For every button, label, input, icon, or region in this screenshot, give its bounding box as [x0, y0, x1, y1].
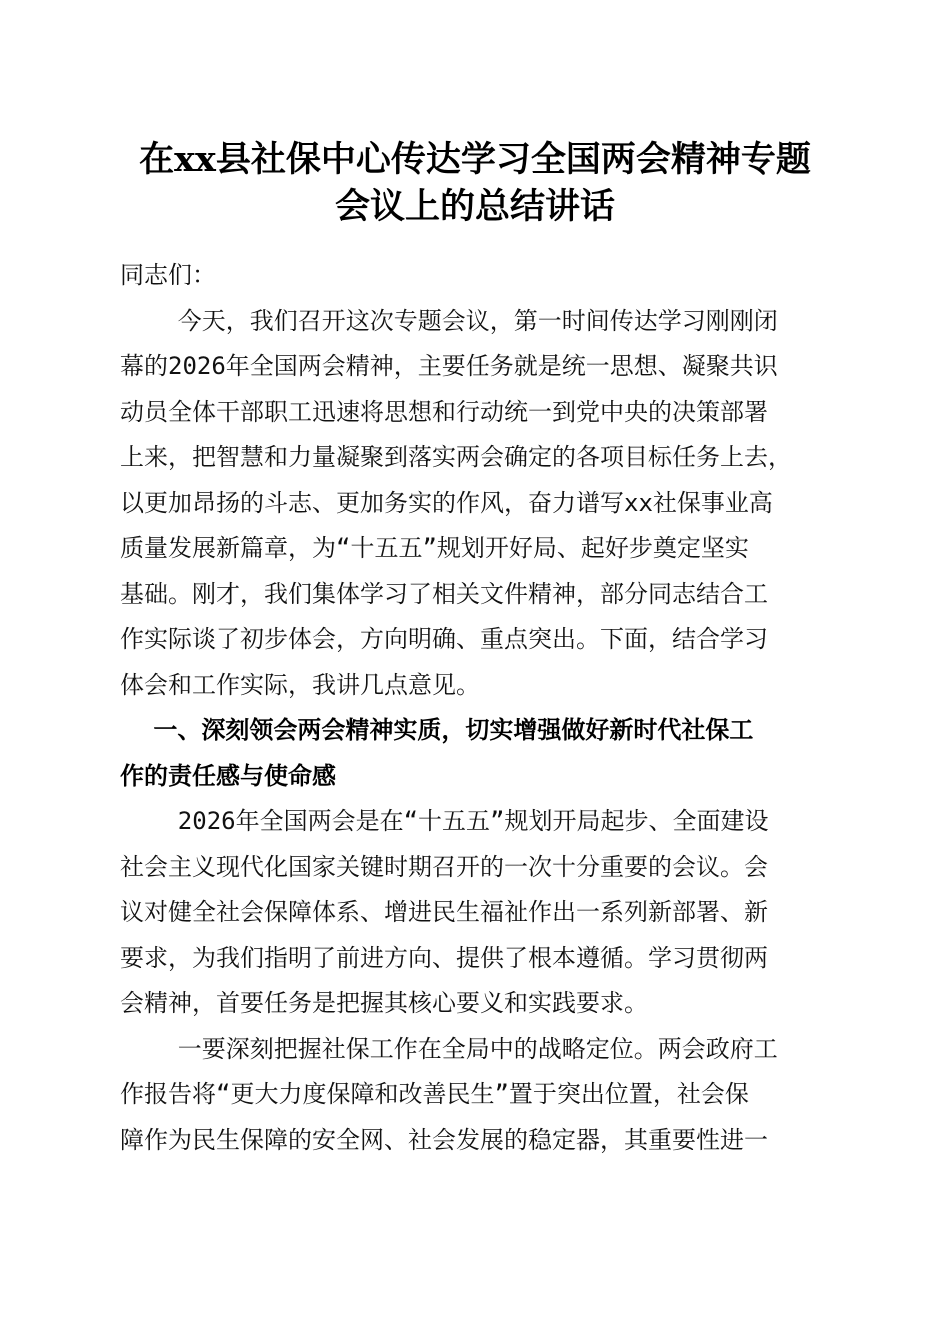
paragraph-line: 作实际谈了初步体会，方向明确、重点突出。下面，结合学习: [120, 625, 768, 653]
title-line-1: 在xx县社保中心传达学习全国两会精神专题: [139, 139, 811, 180]
paragraph-line: 要求，为我们指明了前进方向、提供了根本遵循。学习贯彻两: [120, 943, 768, 972]
salutation: 同志们：: [120, 261, 216, 289]
paragraph-line: 作报告将“更大力度保障和改善民生”置于突出位置，社会保: [120, 1080, 749, 1108]
paragraph-line: 基础。刚才，我们集体学习了相关文件精神，部分同志结合工: [120, 579, 768, 608]
document-title: [100, 136, 850, 230]
paragraph-line: 动员全体干部职工迅速将思想和行动统一到党中央的决策部署: [120, 397, 768, 426]
paragraph-line: 一要深刻把握社保工作在全局中的战略定位。两会政府工: [120, 1034, 778, 1063]
paragraph-line: 社会主义现代化国家关键时期召开的一次十分重要的会议。会: [120, 852, 768, 881]
paragraph-line: 2026年全国两会是在“十五五”规划开局起步、全面建设: [120, 807, 769, 835]
section-heading-line: 一、深刻领会两会精神实质，切实增强做好新时代社保工: [120, 716, 754, 744]
paragraph-line: 议对健全社会保障体系、增进民生福祉作出一系列新部署、新: [120, 898, 768, 926]
section-heading-line: 作的责任感与使命感: [120, 761, 336, 790]
paragraph-line: 上来，把智慧和力量凝聚到落实两会确定的各项目标任务上去，: [120, 443, 792, 471]
title-line-2: 会议上的总结讲话: [334, 186, 615, 227]
paragraph-line: 幕的2026年全国两会精神，主要任务就是统一思想、凝聚共识: [120, 352, 778, 380]
paragraph-line: 以更加昂扬的斗志、更加务实的作风，奋力谱写xx社保事业高: [120, 488, 773, 517]
document-body: [120, 253, 826, 1163]
paragraph-line: 障作为民生保障的安全网、社会发展的稳定器，其重要性进一: [120, 1125, 768, 1154]
paragraph-line: 会精神，首要任务是把握其核心要义和实践要求。: [120, 989, 648, 1017]
paragraph-line: 质量发展新篇章，为“十五五”规划开好局、起好步奠定坚实: [120, 534, 749, 562]
paragraph-line: 今天，我们召开这次专题会议，第一时间传达学习刚刚闭: [120, 306, 778, 335]
paragraph-line: 体会和工作实际，我讲几点意见。: [120, 670, 480, 699]
